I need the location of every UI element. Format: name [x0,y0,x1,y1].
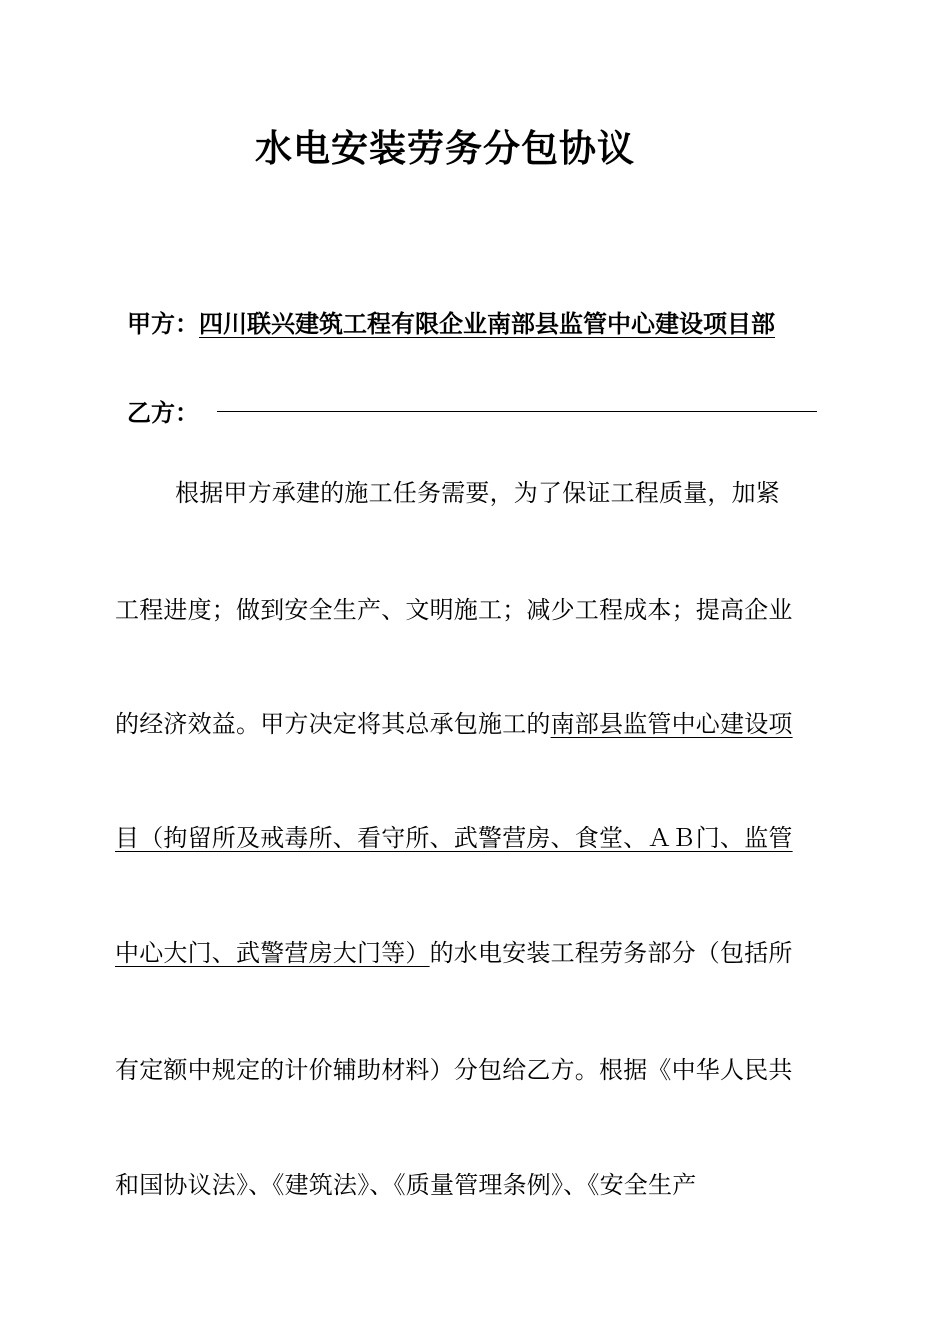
document-title: 水电安装劳务分包协议 [255,126,635,170]
body-line-3 [115,704,830,739]
body-line-6: 有定额中规定的计价辅助材料）分包给乙方。根据《中华人民共 [115,1056,793,1084]
party-a-line [127,304,775,339]
body-line-7: 和国协议法》、《建筑法》、《质量管理条例》、《安全生产 [115,1171,697,1199]
body-line-5 [115,933,830,968]
body-line-5-text: 的水电安装工程劳务部分（包括所 [429,939,793,967]
party-b-blank-underline [217,411,817,412]
project-scope-underlined-end: 中心大门、武警营房大门等） [115,939,430,967]
body-line-3-text: 的经济效益。甲方决定将其总承包施工的 [115,710,551,738]
project-name-underlined: 南部县监管中心建设项 [550,710,793,738]
body-line-4 [115,818,830,853]
party-b-line [127,393,199,428]
body-line-2: 工程进度；做到安全生产、文明施工；减少工程成本；提高企业 [115,596,793,624]
body-line-1: 根据甲方承建的施工任务需要，为了保证工程质量，加紧 [175,479,780,507]
party-a-value: 四川联兴建筑工程有限企业南部县监管中心建设项目部 [199,309,775,338]
project-scope-underlined: 目（拘留所及戒毒所、看守所、武警营房、食堂、ＡＢ门、监管 [115,824,793,852]
party-a-label: 甲方： [127,309,199,338]
party-b-label: 乙方： [127,398,199,427]
